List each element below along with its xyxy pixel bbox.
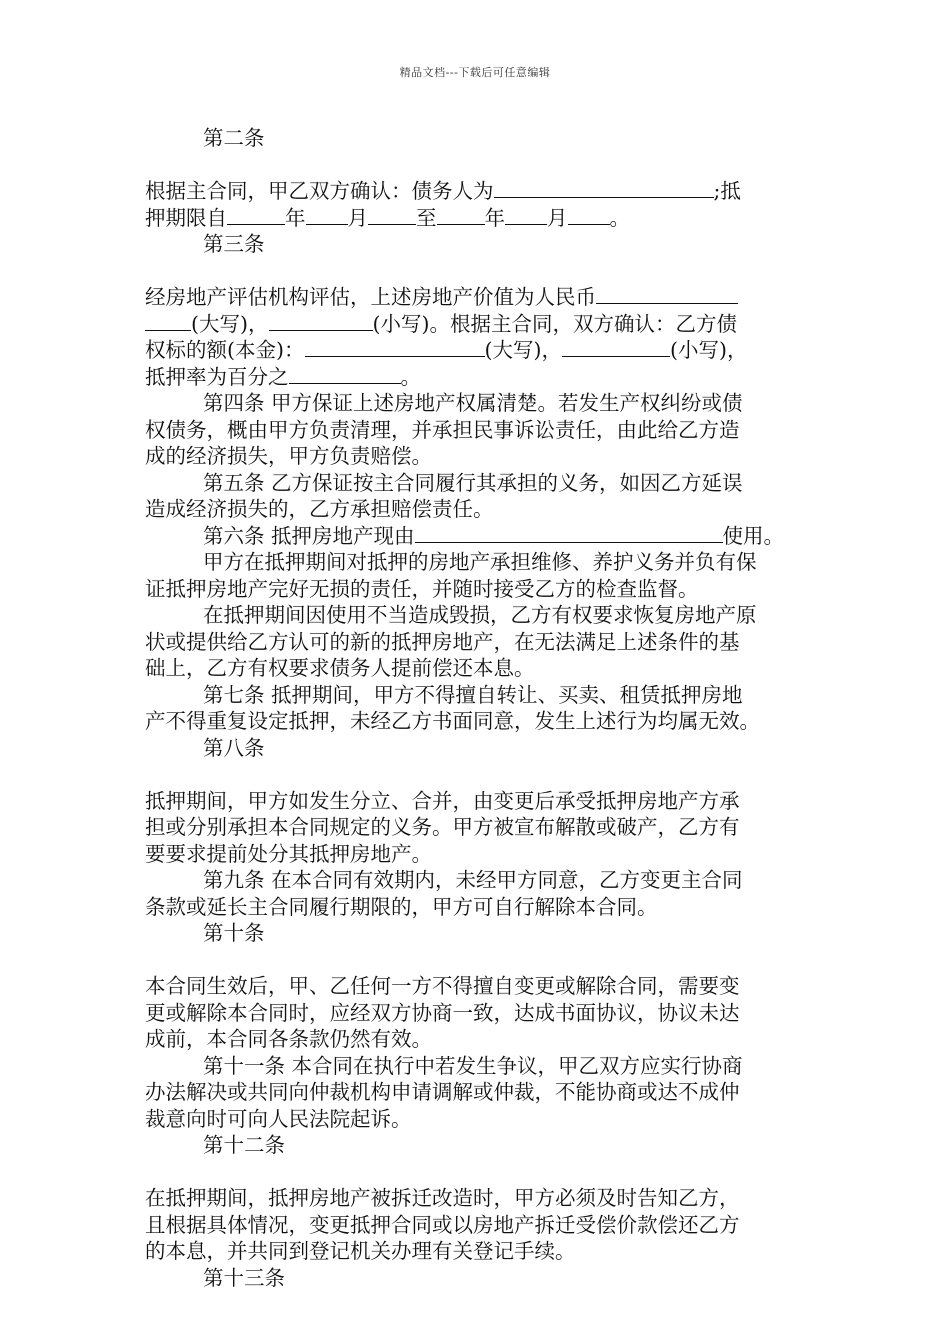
text-line: 第七条 抵押期间，甲方不得擅自转让、买卖、租赁抵押房地 [203, 682, 743, 707]
blank-underline [227, 206, 285, 225]
text-segment: 使用。 [722, 523, 785, 548]
text-line: 第五条 乙方保证按主合同履行其承担的义务，如因乙方延误 [203, 470, 743, 495]
blank-underline [269, 312, 373, 331]
text-line: 成的经济损失，甲方负责赔偿。 [145, 444, 432, 468]
text-line: 在抵押期间，抵押房地产被拆迁改造时，甲方必须及时告知乙方， [145, 1186, 740, 1210]
text-segment: (小写)， [670, 338, 748, 362]
text-line: 础上，乙方有权要求债务人提前偿还本息。 [145, 656, 535, 680]
text-line [145, 337, 810, 364]
text-line: 担或分别承担本合同规定的义务。甲方被宣布解散或破产，乙方有 [145, 815, 740, 839]
text-line: 第九条 在本合同有效期内，未经甲方同意，乙方变更主合同 [203, 868, 743, 892]
blank-underline [306, 206, 348, 225]
text-line [145, 311, 810, 338]
text-line [145, 205, 810, 232]
text-segment: 抵押率为百分之 [145, 364, 289, 389]
text-segment: (大写)， [484, 338, 562, 362]
text-segment: 押期限自 [145, 205, 227, 230]
text-line: 第三条 [203, 232, 265, 256]
text-segment: (大写)， [191, 311, 269, 336]
text-line: 抵押期间，甲方如发生分立、合并，由变更后承受抵押房地产方承 [145, 788, 740, 813]
text-segment: 月 [547, 205, 568, 230]
text-line [145, 523, 810, 550]
text-segment: 月 [347, 205, 368, 230]
paragraph-gap [145, 1159, 810, 1186]
text-line: 裁意向时可向人民法院起诉。 [145, 1106, 412, 1131]
text-line: 更或解除本合同时，应经双方协商一致，达成书面协议，协议未达 [145, 1000, 740, 1025]
paragraph-gap [145, 152, 810, 179]
page-header: 精品文档---下载后可任意编辑 [399, 66, 551, 79]
text-segment: 。 [400, 364, 421, 389]
text-line: 第二条 [203, 126, 265, 150]
text-line: 权债务，概由甲方负责清理，并承担民事诉讼责任，由此给乙方造 [145, 417, 740, 442]
text-line: 第十二条 [203, 1133, 285, 1157]
text-segment: 年 [285, 205, 306, 230]
text-segment: ;抵 [713, 179, 741, 203]
text-segment: 。 [609, 205, 630, 230]
blank-underline [145, 312, 191, 331]
text-line: 甲方在抵押期间对抵押的房地产承担维修、养护义务并负有保 [203, 550, 757, 574]
text-line: 本合同生效后，甲、乙任何一方不得擅自变更或解除合同，需要变 [145, 974, 740, 998]
text-segment: 至 [416, 205, 437, 230]
text-line: 造成经济损失的，乙方承担赔偿责任。 [145, 497, 494, 521]
text-line: 第八条 [203, 735, 265, 760]
blank-underline [437, 206, 485, 225]
blank-underline [568, 206, 610, 225]
paragraph-gap [145, 947, 810, 974]
text-line: 在抵押期间因使用不当造成毁损，乙方有权要求恢复房地产原 [203, 603, 757, 627]
blank-underline [494, 179, 714, 198]
text-line: 产不得重复设定抵押，未经乙方书面同意，发生上述行为均属无效。 [145, 709, 760, 733]
text-line [145, 364, 810, 391]
text-line [145, 178, 810, 205]
text-segment: 第六条 抵押房地产现由 [203, 523, 415, 548]
text-line: 要要求提前处分其抵押房地产。 [145, 841, 432, 866]
text-line: 条款或延长主合同履行期限的，甲方可自行解除本合同。 [145, 894, 658, 919]
text-segment: 年 [484, 205, 505, 230]
blank-underline [596, 285, 738, 304]
blank-underline [415, 524, 723, 543]
text-line: 的本息，并共同到登记机关办理有关登记手续。 [145, 1239, 576, 1263]
text-line: 且根据具体情况，变更抵押合同或以房地产拆迁受偿价款偿还乙方 [145, 1212, 740, 1237]
document-body [145, 125, 810, 1291]
blank-underline [289, 365, 401, 384]
text-line: 第十一条 本合同在执行中若发生争议，甲乙双方应实行协商 [203, 1053, 743, 1078]
blank-underline [562, 338, 670, 357]
text-segment: 权标的额(本金)： [145, 338, 305, 362]
paragraph-gap [145, 761, 810, 788]
paragraph-gap [145, 258, 810, 285]
text-line: 成前，本合同各条款仍然有效。 [145, 1027, 432, 1051]
blank-underline [305, 338, 485, 357]
text-line: 第十条 [203, 921, 265, 945]
text-line: 证抵押房地产完好无损的责任，并随时接受乙方的检查监督。 [145, 576, 699, 601]
text-line: 状或提供给乙方认可的新的抵押房地产，在无法满足上述条件的基 [145, 629, 740, 654]
text-segment: 经房地产评估机构评估，上述房地产价值为人民币 [145, 285, 596, 309]
text-segment: (小写)。根据主合同，双方确认：乙方债 [372, 311, 737, 336]
text-segment: 根据主合同，甲乙双方确认：债务人为 [145, 179, 494, 203]
blank-underline [368, 206, 416, 225]
text-line [145, 284, 810, 311]
text-line: 第十三条 [203, 1265, 285, 1290]
text-line: 第四条 甲方保证上述房地产权属清楚。若发生产权纠纷或债 [203, 391, 743, 415]
blank-underline [505, 206, 547, 225]
text-line: 办法解决或共同向仲裁机构申请调解或仲裁，不能协商或达不成仲 [145, 1080, 740, 1104]
